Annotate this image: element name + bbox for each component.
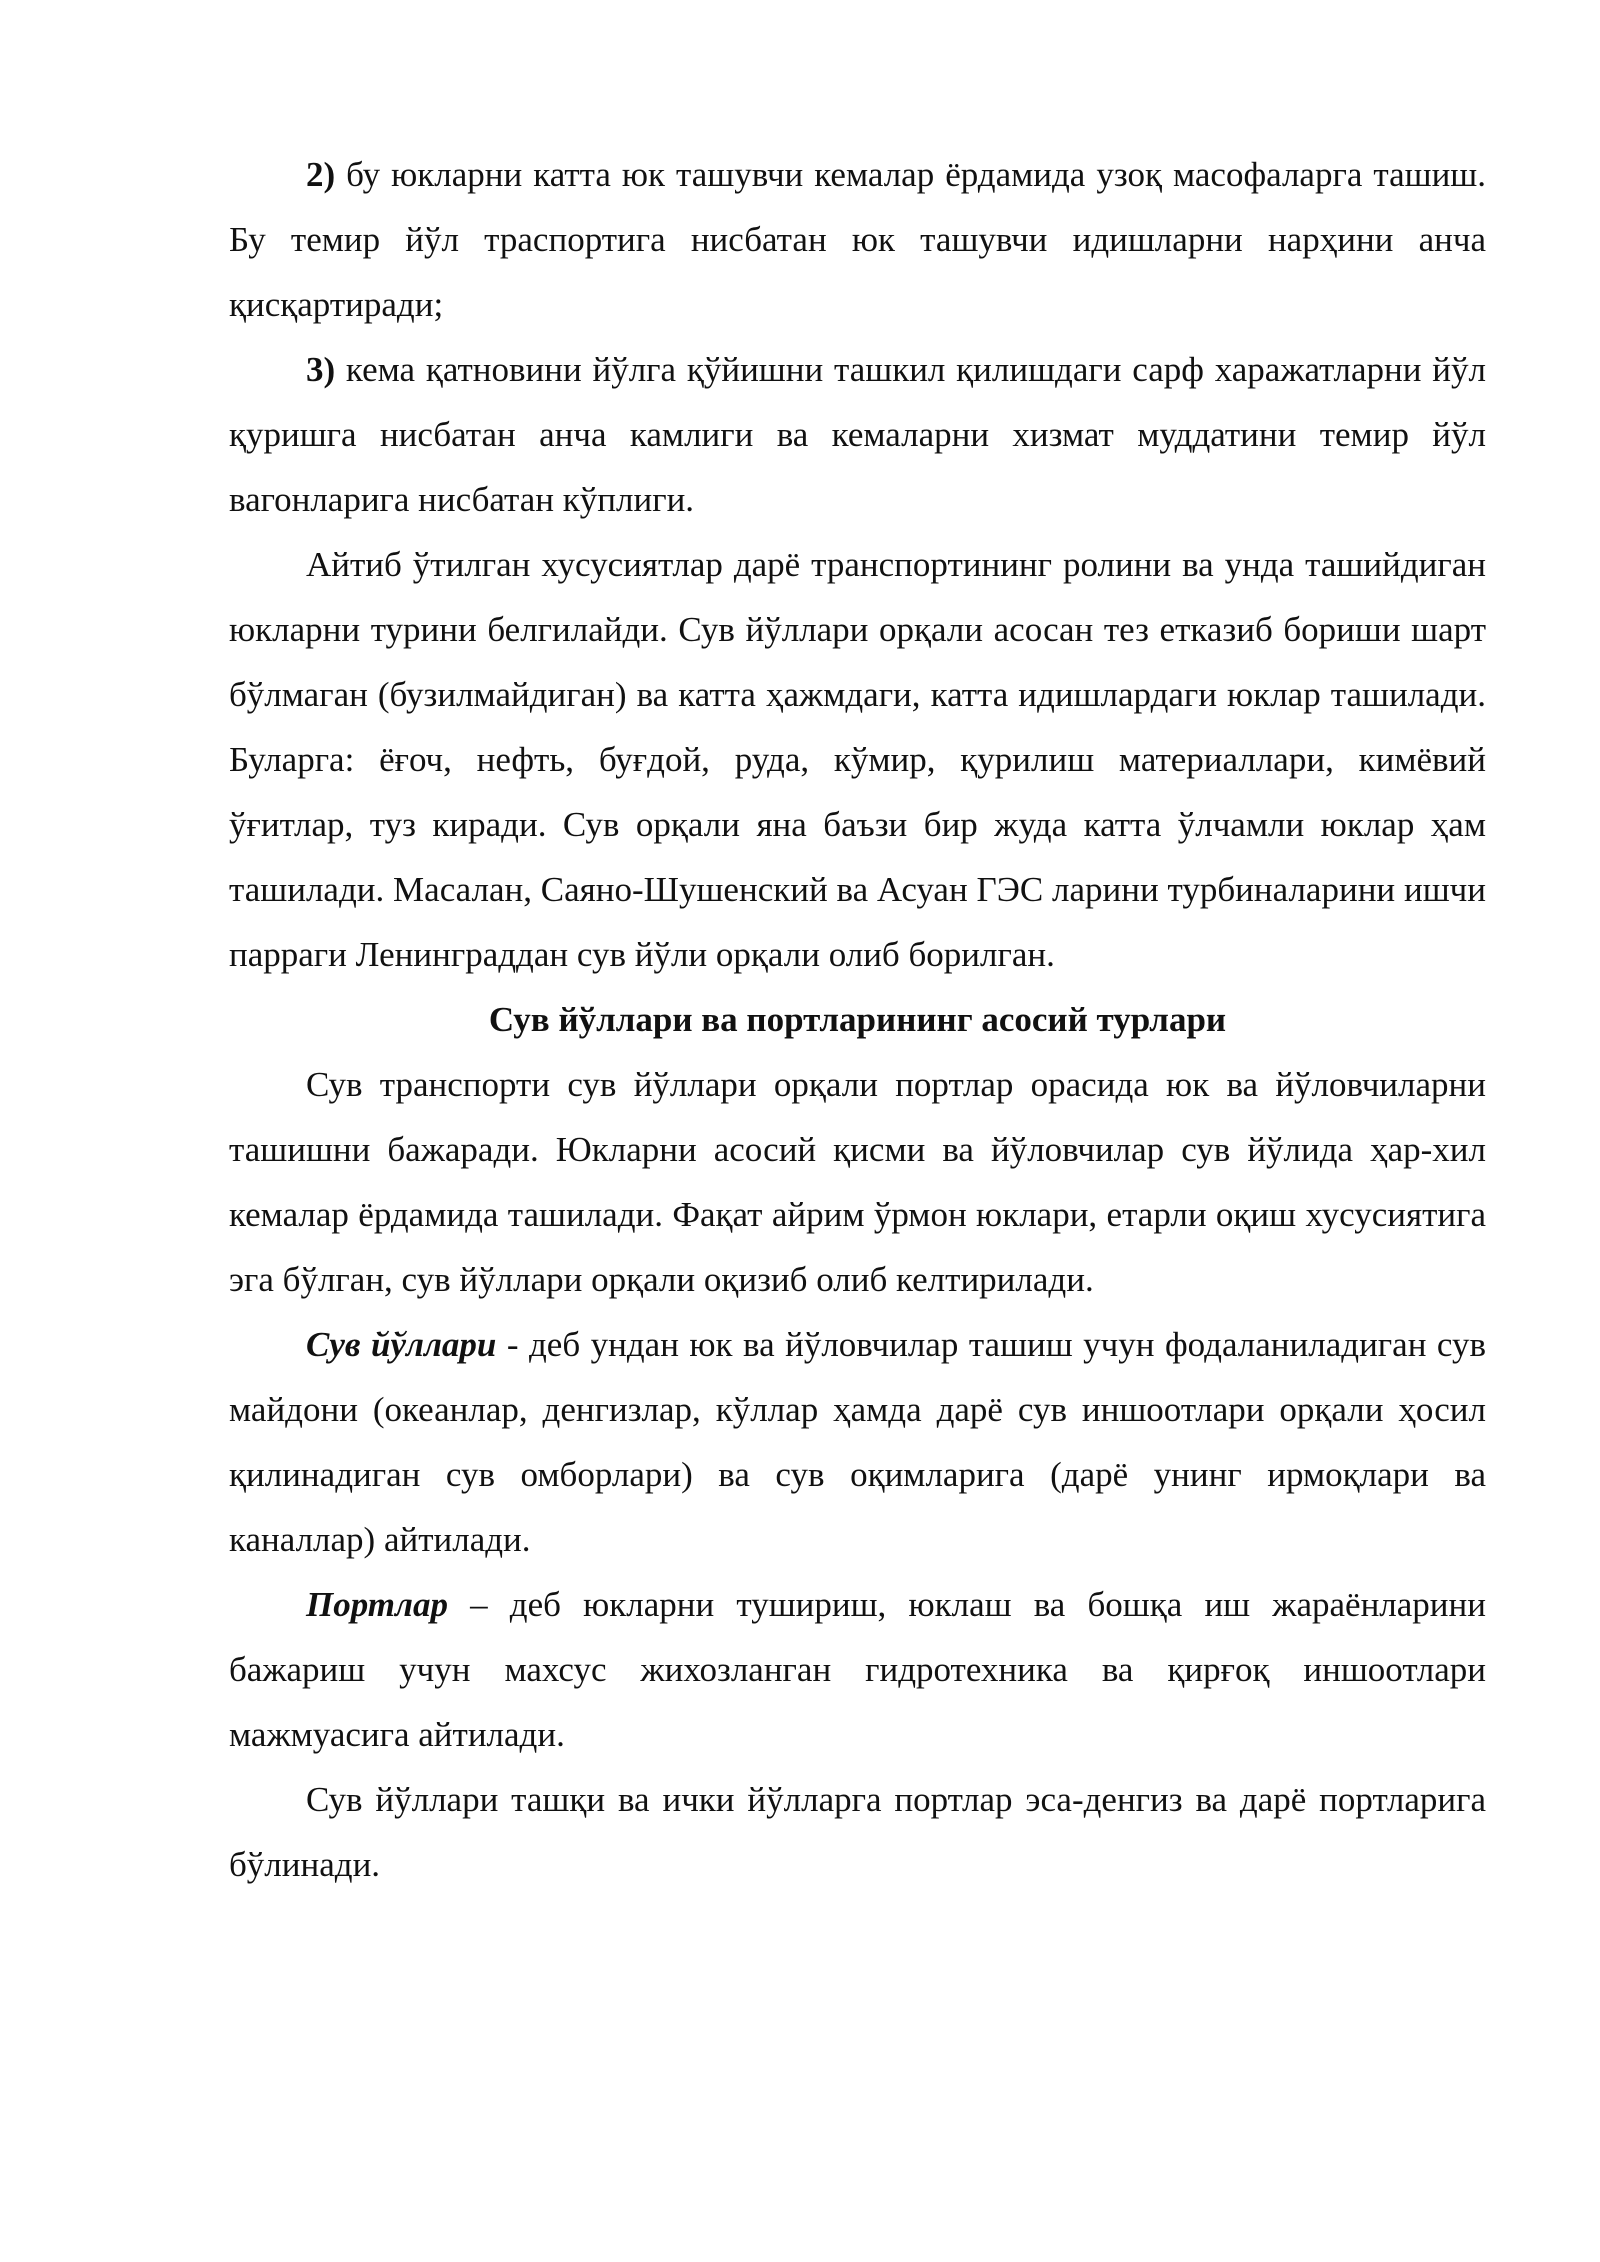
section-heading: Сув йўллари ва портларининг асосий турлари — [488, 1000, 1227, 1039]
paragraph-definition-waterways — [229, 1312, 1486, 1572]
paragraph-item-3 — [229, 337, 1486, 532]
item-number: 3) — [306, 350, 336, 389]
definition-text: – деб юкларни тушириш, юклаш ва бошқа иш жараёнларини бажариш учун махсус жихозланган гидротехника ва қирғоқ иншоотлари мажмуасига айтилади. — [229, 1585, 1486, 1754]
paragraph-text: бу юкларни катта юк ташувчи кемалар ёрдамида узоқ масофаларга ташиш. Бу темир йўл траспортига нисбатан юк ташувчи идишларни нарҳини анча қисқартиради; — [229, 155, 1486, 324]
paragraph-text: кема қатновини йўлга қўйишни ташкил қилишдаги сарф харажатларни йўл қуришга нисбатан анча камлиги ва кемаларни хизмат муддатини темир йўл вагонларига нисбатан кўплиги. — [229, 350, 1486, 519]
paragraph-item-2 — [229, 142, 1486, 337]
definition-text: - деб ундан юк ва йўловчилар ташиш учун фодаланиладиган сув майдони (океанлар, денгизлар, кўллар ҳамда дарё сув иншоотлари орқали ҳосил қилинадиган сув омборлари) ва сув оқимларига (дарё унинг ирмоқлари ва каналлар) айтилади. — [229, 1325, 1487, 1559]
paragraph-water-transport: Сув транспорти сув йўллари орқали портлар орасида юк ва йўловчиларни ташишни бажаради. Юкларни асосий қисми ва йўловчилар сув йўлида ҳар-хил кемалар ёрдамида ташилади. Фақат айрим ўрмон юклари, етарли оқиш хусусиятига эга бўлган, сув йўллари орқали оқизиб олиб келтирилади. — [229, 1065, 1486, 1299]
item-number: 2) — [306, 155, 336, 194]
defined-term: Сув йўллари — [306, 1325, 497, 1364]
document-page — [229, 142, 1486, 1897]
paragraph-definition-ports — [229, 1572, 1486, 1767]
defined-term: Портлар — [306, 1585, 448, 1624]
paragraph-features: Айтиб ўтилган хусусиятлар дарё транспортининг ролини ва унда ташийдиган юкларни турини белгилайди. Сув йўллари орқали асосан тез етказиб бориши шарт бўлмаган (бузилмайдиган) ва катта ҳажмдаги, катта идишлардаги юклар ташилади. Буларга: ёғоч, нефть, буғдой, руда, кўмир, қурилиш материаллари, кимёвий ўғитлар, туз киради. Сув орқали яна баъзи бир жуда катта ўлчамли юклар ҳам ташилади. Масалан, Саяно-Шушенский ва Асуан ГЭС ларини турбиналарини ишчи парраги Ленинграддан сув йўли орқали олиб борилган. — [229, 545, 1486, 974]
paragraph-classification: Сув йўллари ташқи ва ички йўлларга портлар эса-денгиз ва дарё портларига бўлинади. — [229, 1780, 1486, 1884]
